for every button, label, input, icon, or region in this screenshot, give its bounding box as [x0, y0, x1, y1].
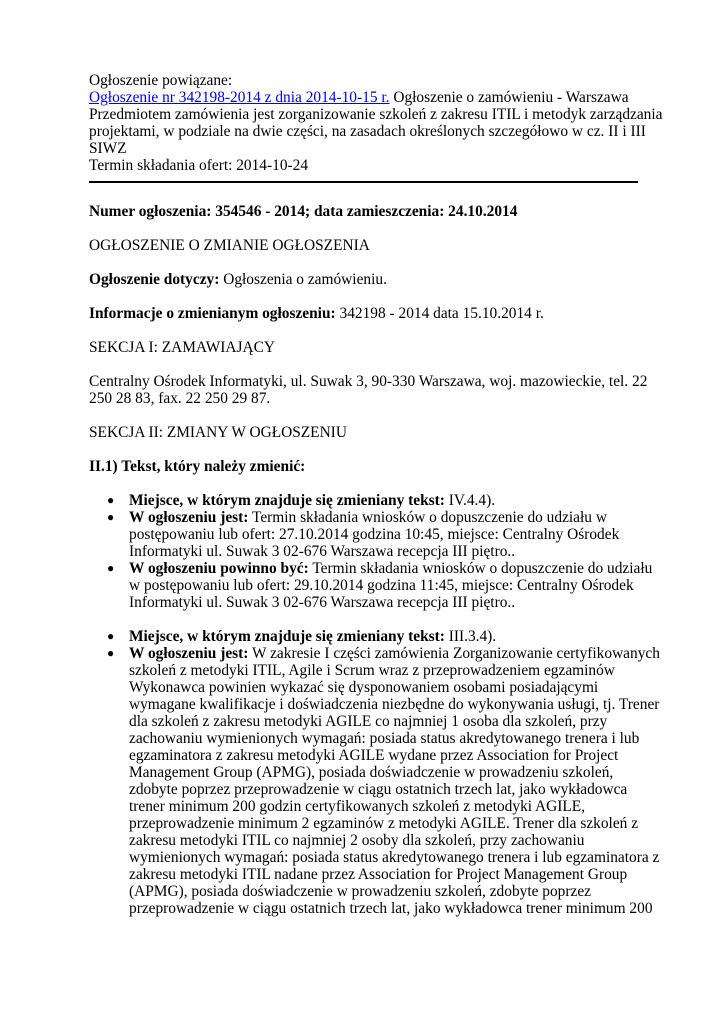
change-list-item — [89, 645, 660, 917]
change-item-text: IV.4.4). — [444, 492, 496, 509]
change-item-line — [129, 645, 660, 662]
change-item-text: wymagane kwalifikacje i doświadczenia niezbędne do wykonywania usługi, tj. Trener — [129, 696, 660, 713]
notice-concerns-label: Ogłoszenie dotyczy: — [89, 271, 220, 288]
change-item-text: W zakresie I części zamówienia Zorganizowanie certyfikowanych — [248, 645, 660, 662]
change-item-text: trener minimum 200 godzin certyfikowanych szkoleń z metodyki AGILE, — [129, 798, 586, 815]
change-item-text: przeprowadzenie w ciągu ostatnich trzech lat, jako wykładowca trener minimum 200 — [129, 900, 653, 917]
change-item-text: przeprowadzenie minimum 2 egzaminów z metodyki AGILE. Trener dla szkoleń z — [129, 815, 639, 832]
change-item-text: Informatyki ul. Suwak 3 02-676 Warszawa recepcja III piętro.. — [129, 594, 516, 611]
change-item-text: w postępowaniu lub ofert: 29.10.2014 godzina 11:45, miejsce: Centralny Ośrodek — [129, 577, 634, 594]
change-item-text: Termin składania wniosków o dopuszczenie do udziału w — [248, 509, 607, 526]
change-item-text: wymienionych wymagań: posiada status akredytowanego trenera i lub egzaminatora z — [129, 849, 660, 866]
section-1-address — [89, 373, 648, 407]
change-item-line — [129, 747, 641, 764]
section-2-subtitle: II.1) Tekst, który należy zmienić: — [89, 458, 306, 475]
address-line: 250 28 83, fax. 22 250 29 87. — [89, 390, 271, 407]
bullet-icon: ● — [107, 561, 115, 575]
notice-concerns — [89, 271, 641, 288]
change-item-label: Miejsce, w którym znajduje się zmieniany tekst: — [129, 628, 445, 645]
change-list-item — [89, 560, 653, 611]
section-2-title: SEKCJA II: ZMIANY W OGŁOSZENIU — [89, 424, 347, 441]
notice-concerns-value: Ogłoszenia o zamówieniu. — [219, 271, 387, 288]
change-item-line — [129, 883, 641, 900]
change-item-line — [129, 900, 653, 917]
change-item-line — [129, 781, 641, 798]
change-item-line — [129, 679, 641, 696]
notice-type: OGŁOSZENIE O ZMIANIE OGŁOSZENIA — [89, 237, 370, 254]
related-link-suffix: Ogłoszenie o zamówieniu - Warszawa — [389, 89, 629, 106]
change-item-line — [129, 832, 641, 849]
change-item-text: Management Group (APMG), posiada doświadczenie w prowadzeniu szkoleń, — [129, 764, 614, 781]
related-notice — [89, 72, 663, 174]
related-subject-line: projektami, w podziale na dwie części, na zasadach określonych szczegółowo w cz. II i III — [89, 123, 646, 140]
change-item-text: szkoleń z metodyki ITIL, Agile i Scrum wraz z przeprowadzeniem egzaminów — [129, 662, 615, 679]
change-item-text: III.3.4). — [444, 628, 497, 645]
divider — [89, 181, 638, 183]
change-item-label: Miejsce, w którym znajduje się zmieniany tekst: — [129, 492, 445, 509]
change-item-text: zdobyte poprzez przeprowadzenie w ciągu ostatnich trzech lat, jako wykładowca — [129, 781, 628, 798]
change-item-label: W ogłoszeniu jest: — [129, 645, 249, 662]
change-item-line — [129, 866, 641, 883]
change-item-line — [129, 696, 660, 713]
change-list-item — [89, 628, 641, 645]
change-item-text: Informatyki ul. Suwak 3 02-676 Warszawa recepcja III piętro.. — [129, 543, 516, 560]
change-item-line — [129, 577, 641, 594]
notice-changed-info-value: 342198 - 2014 data 15.10.2014 r. — [335, 305, 544, 322]
related-notice-link[interactable]: Ogłoszenie nr 342198-2014 z dnia 2014-10-15 r. — [89, 89, 390, 106]
related-subject-line: SIWZ — [89, 140, 127, 157]
related-link-line — [89, 89, 641, 106]
document-page — [89, 72, 663, 917]
change-item-text: Termin składania wniosków o dopuszczenie do udziału — [308, 560, 653, 577]
change-item-text: dla szkoleń z zakresu metodyki AGILE co najmniej 1 osoba dla szkoleń, przy — [129, 713, 608, 730]
bullet-icon: ● — [107, 510, 115, 524]
section-1-title: SEKCJA I: ZAMAWIAJĄCY — [89, 339, 276, 356]
change-list-item — [89, 492, 641, 509]
change-item-label: W ogłoszeniu powinno być: — [129, 560, 309, 577]
change-item-line — [129, 713, 641, 730]
related-heading: Ogłoszenie powiązane: — [89, 72, 233, 89]
change-item-text: zakresu metodyki ITIL co najmniej 2 osoby dla szkoleń, przy zachowaniu — [129, 832, 585, 849]
change-item-label: W ogłoszeniu jest: — [129, 509, 249, 526]
change-groups — [89, 492, 660, 917]
change-item-line — [129, 526, 641, 543]
notice-number: Numer ogłoszenia: 354546 - 2014; data zamieszczenia: 24.10.2014 — [89, 203, 518, 220]
change-item-text: zakresu metodyki ITIL nadane przez Association for Project Management Group — [129, 866, 628, 883]
change-list — [89, 492, 653, 611]
change-item-line — [129, 543, 641, 560]
change-item-text: egzaminatora z zakresu metodyki AGILE wydane przez Association for Project — [129, 747, 619, 764]
notice-changed-info — [89, 305, 641, 322]
address-line: Centralny Ośrodek Informatyki, ul. Suwak 3, 90-330 Warszawa, woj. mazowieckie, tel. 22 — [89, 373, 648, 390]
change-item-line — [129, 662, 641, 679]
related-deadline: Termin składania ofert: 2014-10-24 — [89, 157, 309, 174]
change-item-text: zachowaniu wymienionych wymagań: posiada status akredytowanego trenera i lub — [129, 730, 640, 747]
bullet-icon: ● — [107, 629, 115, 643]
change-item-line — [129, 594, 641, 611]
change-item-line — [129, 730, 641, 747]
change-item-line — [129, 764, 641, 781]
change-item-text: Wykonawca powinien wykazać się dysponowaniem osobami posiadającymi — [129, 679, 599, 696]
change-item-line — [129, 849, 660, 866]
notice-changed-info-label: Informacje o zmienianym ogłoszeniu: — [89, 305, 336, 322]
related-subject-line: Przedmiotem zamówienia jest zorganizowanie szkoleń z zakresu ITIL i metodyk zarządzania — [89, 106, 663, 123]
bullet-icon: ● — [107, 493, 115, 507]
change-item-line — [129, 798, 641, 815]
change-list — [89, 628, 660, 917]
change-item-line — [129, 492, 641, 509]
change-item-line — [129, 509, 641, 526]
change-item-line — [129, 560, 653, 577]
change-item-text: postępowaniu lub ofert: 27.10.2014 godzina 10:45, miejsce: Centralny Ośrodek — [129, 526, 620, 543]
bullet-icon: ● — [107, 646, 115, 660]
change-list-item — [89, 509, 641, 560]
change-item-text: (APMG), posiada doświadczenie w prowadzeniu szkoleń, zdobyte poprzez — [129, 883, 591, 900]
change-item-line — [129, 815, 641, 832]
change-item-line — [129, 628, 641, 645]
